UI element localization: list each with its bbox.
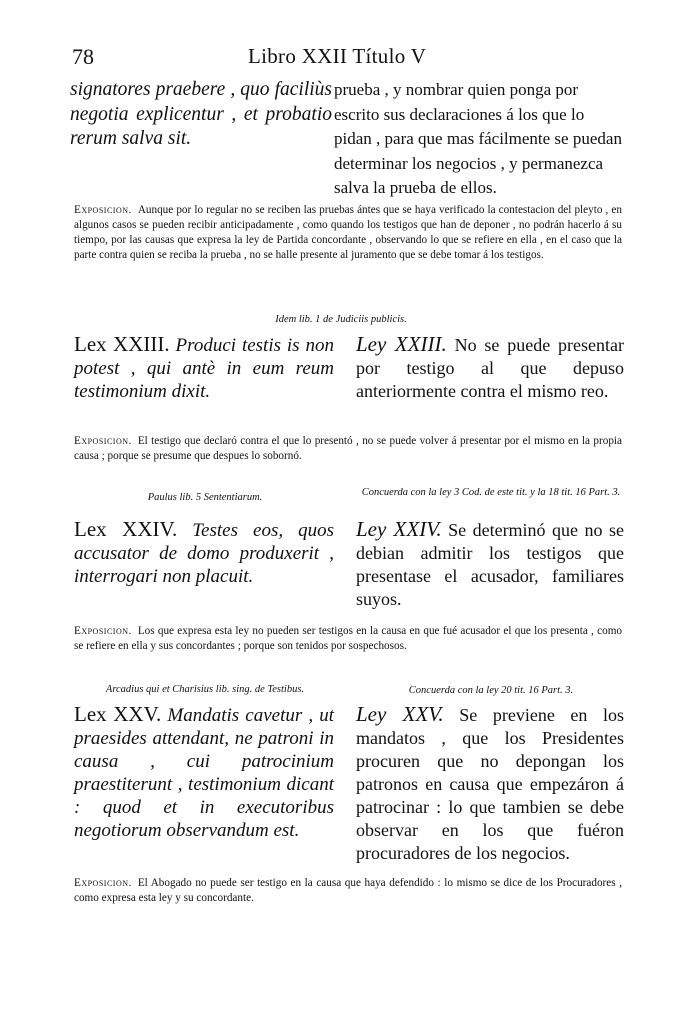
exposicion-text: El Abogado no puede ser testigo en la causa que haya defendido : lo mismo se dice de los Procuradores , como expresa esta ley y su concordante. [74,877,622,904]
lex23-source: Idem lib. 1 de Judiciis publicis. [275,314,407,325]
exposicion-4 [74,876,622,906]
lex23-latin [74,333,334,403]
exposicion-label: Exposicion. [74,435,132,447]
lex25-spanish-head: Ley XXV. [356,702,444,726]
lex25-latin-head: Lex XXV. [74,702,162,726]
exposicion-label: Exposicion. [74,204,132,216]
lex24-source-right: Concuerda con la ley 3 Cod. de este tit. y la 18 tit. 16 Part. 3. [361,487,621,498]
lex25-source-left: Arcadius qui et Charisius lib. sing. de Testibus. [105,684,305,695]
exposicion-2 [74,434,622,464]
lex25-source-right: Concuerda con la ley 20 tit. 16 Part. 3. [408,685,574,696]
running-title: Libro XXII Título V [248,44,427,68]
lex24-spanish [356,518,624,611]
exposicion-label: Exposicion. [74,625,132,637]
lex23-latin-head: Lex XXIII. [74,332,170,356]
exposicion-1 [74,203,622,263]
lex24-spanish-text: Se determinó que no se debian admitir los testigos que presentase el acusador, familiares suyos. [356,520,625,609]
lex25-latin-text: Mandatis cavetur , ut praesides attendant, ne patroni in causa , cui patrocinium praestiterunt , testimonium dicant : quod et in executoribus negotiorum observandum est. [74,705,334,841]
lex23-spanish-head: Ley XXIII. [356,332,447,356]
lex25-spanish-text: Se previene en los mandatos , que los Presidentes procuren que no depongan los patronos en causa que empezáron á patrocinar : lo que tambien se debe observar en los que fuéron procuradores de los negocios. [356,705,624,863]
page-number: 78 [72,44,94,69]
lex24-latin-head: Lex XXIV. [74,517,178,541]
lex25-spanish [356,703,624,865]
top-spanish-text: prueba , y nombrar quien ponga por escrito sus declaraciones á los que lo pidan , para que mas fácilmente se puedan determinar los negocios , y permanezca salva la prueba de ellos. [334,80,622,197]
lex24-source-left: Paulus lib. 5 Sententiarum. [147,492,263,503]
exposicion-text: Aunque por lo regular no se reciben las pruebas ántes que se haya verificado la contestacion del pleyto , en algunos casos se pueden recibir anticipadamente , como quando los testigos que han de deponer , no podrán hacerlo á su tiempo, por las causas que expresa la ley de Partida concordante , observando lo que se refiere en ella , en el caso que la parte contra quien se reciba la prueba , no se halle presente al juramento que se debe tomar á los testigos. [74,204,622,261]
lex23-latin-text: Produci testis is non potest , qui antè in eum reum testimonium dixit. [74,335,334,402]
lex24-latin-text: Testes eos, quos accusator de domo produxerit , interrogari non placuit. [74,520,335,587]
exposicion-3 [74,624,622,654]
lex23-spanish-text: No se puede presentar por testigo al que depuso anteriormente contra el mismo reo. [356,335,624,401]
lex24-latin [74,518,334,588]
exposicion-label: Exposicion. [74,877,132,889]
exposicion-text: Los que expresa esta ley no pueden ser testigos en la causa en que fué acusador el que los presenta , como se refiere en ella y sus concordantes ; porque son tenidos por sospechosos. [74,625,622,652]
lex24-spanish-head: Ley XXIV. [356,517,442,541]
lex23-spanish [356,333,624,403]
exposicion-text: El testigo que declaró contra el que lo presentó , no se puede volver á presentar por el mismo en la propia causa ; porque se presume que despues lo sobornó. [74,435,622,462]
top-latin-text: signatores praebere , quo faciliùs negotia explicentur , et probatio rerum salva sit. [70,79,332,149]
lex25-latin [74,703,334,842]
